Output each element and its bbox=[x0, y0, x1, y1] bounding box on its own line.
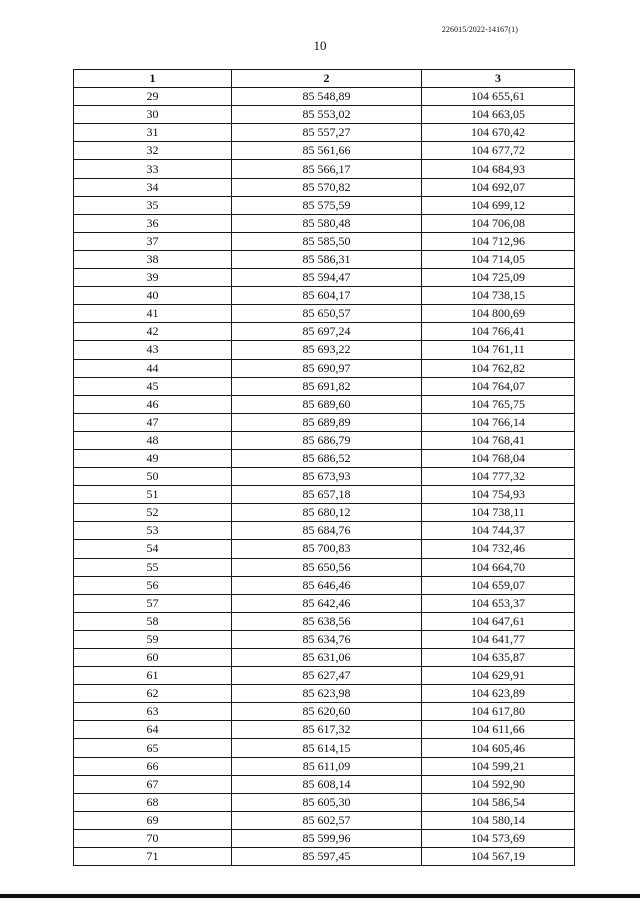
x-coordinate-cell: 85 650,57 bbox=[232, 305, 422, 323]
y-coordinate-cell: 104 623,89 bbox=[422, 685, 575, 703]
y-coordinate-cell: 104 744,37 bbox=[422, 522, 575, 540]
y-coordinate-cell: 104 712,96 bbox=[422, 232, 575, 250]
x-coordinate-cell: 85 657,18 bbox=[232, 486, 422, 504]
x-coordinate-cell: 85 638,56 bbox=[232, 612, 422, 630]
x-coordinate-cell: 85 620,60 bbox=[232, 703, 422, 721]
x-coordinate-cell: 85 697,24 bbox=[232, 323, 422, 341]
point-number-cell: 34 bbox=[74, 178, 232, 196]
table-row bbox=[74, 594, 575, 612]
y-coordinate-cell: 104 664,70 bbox=[422, 558, 575, 576]
y-coordinate-cell: 104 768,41 bbox=[422, 431, 575, 449]
table-row bbox=[74, 685, 575, 703]
y-coordinate-cell: 104 706,08 bbox=[422, 214, 575, 232]
x-coordinate-cell: 85 686,52 bbox=[232, 449, 422, 467]
table-row bbox=[74, 757, 575, 775]
point-number-cell: 39 bbox=[74, 269, 232, 287]
y-coordinate-cell: 104 635,87 bbox=[422, 649, 575, 667]
y-coordinate-cell: 104 692,07 bbox=[422, 178, 575, 196]
table-row bbox=[74, 287, 575, 305]
point-number-cell: 41 bbox=[74, 305, 232, 323]
point-number-cell: 29 bbox=[74, 88, 232, 106]
table-row bbox=[74, 739, 575, 757]
header-row bbox=[74, 70, 575, 88]
table-row bbox=[74, 431, 575, 449]
y-coordinate-cell: 104 765,75 bbox=[422, 395, 575, 413]
point-number-cell: 64 bbox=[74, 721, 232, 739]
point-number-cell: 37 bbox=[74, 232, 232, 250]
table-row bbox=[74, 323, 575, 341]
x-coordinate-cell: 85 580,48 bbox=[232, 214, 422, 232]
table-row bbox=[74, 775, 575, 793]
point-number-cell: 44 bbox=[74, 359, 232, 377]
x-coordinate-cell: 85 680,12 bbox=[232, 504, 422, 522]
point-number-cell: 50 bbox=[74, 468, 232, 486]
y-coordinate-cell: 104 732,46 bbox=[422, 540, 575, 558]
y-coordinate-cell: 104 699,12 bbox=[422, 196, 575, 214]
y-coordinate-cell: 104 766,41 bbox=[422, 323, 575, 341]
x-coordinate-cell: 85 575,59 bbox=[232, 196, 422, 214]
table-row bbox=[74, 522, 575, 540]
point-number-cell: 36 bbox=[74, 214, 232, 232]
table-row bbox=[74, 178, 575, 196]
x-coordinate-cell: 85 689,89 bbox=[232, 413, 422, 431]
point-number-cell: 45 bbox=[74, 377, 232, 395]
x-coordinate-cell: 85 684,76 bbox=[232, 522, 422, 540]
y-coordinate-cell: 104 659,07 bbox=[422, 576, 575, 594]
point-number-cell: 59 bbox=[74, 630, 232, 648]
x-coordinate-cell: 85 686,79 bbox=[232, 431, 422, 449]
x-coordinate-cell: 85 646,46 bbox=[232, 576, 422, 594]
table-row bbox=[74, 413, 575, 431]
point-number-cell: 63 bbox=[74, 703, 232, 721]
y-coordinate-cell: 104 738,15 bbox=[422, 287, 575, 305]
point-number-cell: 62 bbox=[74, 685, 232, 703]
table-row bbox=[74, 214, 575, 232]
document-number: 226015/2022-14167(1) bbox=[441, 25, 518, 34]
y-coordinate-cell: 104 611,66 bbox=[422, 721, 575, 739]
y-coordinate-cell: 104 653,37 bbox=[422, 594, 575, 612]
point-number-cell: 33 bbox=[74, 160, 232, 178]
table-row bbox=[74, 377, 575, 395]
y-coordinate-cell: 104 647,61 bbox=[422, 612, 575, 630]
point-number-cell: 69 bbox=[74, 811, 232, 829]
table-row bbox=[74, 106, 575, 124]
y-coordinate-cell: 104 573,69 bbox=[422, 829, 575, 847]
x-coordinate-cell: 85 594,47 bbox=[232, 269, 422, 287]
x-coordinate-cell: 85 611,09 bbox=[232, 757, 422, 775]
table-row bbox=[74, 341, 575, 359]
x-coordinate-cell: 85 642,46 bbox=[232, 594, 422, 612]
x-coordinate-cell: 85 605,30 bbox=[232, 793, 422, 811]
y-coordinate-cell: 104 670,42 bbox=[422, 124, 575, 142]
y-coordinate-cell: 104 684,93 bbox=[422, 160, 575, 178]
y-coordinate-cell: 104 655,61 bbox=[422, 88, 575, 106]
y-coordinate-cell: 104 617,80 bbox=[422, 703, 575, 721]
table-row bbox=[74, 540, 575, 558]
table-row bbox=[74, 232, 575, 250]
y-coordinate-cell: 104 629,91 bbox=[422, 667, 575, 685]
bottom-edge-rule bbox=[0, 894, 640, 898]
page-number: 10 bbox=[313, 38, 327, 53]
point-number-cell: 35 bbox=[74, 196, 232, 214]
x-coordinate-cell: 85 700,83 bbox=[232, 540, 422, 558]
y-coordinate-cell: 104 764,07 bbox=[422, 377, 575, 395]
point-number-cell: 32 bbox=[74, 142, 232, 160]
table-row bbox=[74, 811, 575, 829]
point-number-cell: 60 bbox=[74, 649, 232, 667]
y-coordinate-cell: 104 663,05 bbox=[422, 106, 575, 124]
table-row bbox=[74, 88, 575, 106]
x-coordinate-cell: 85 673,93 bbox=[232, 468, 422, 486]
table-row bbox=[74, 721, 575, 739]
table-row bbox=[74, 395, 575, 413]
point-number-cell: 46 bbox=[74, 395, 232, 413]
table-row bbox=[74, 250, 575, 268]
point-number-cell: 57 bbox=[74, 594, 232, 612]
y-coordinate-cell: 104 592,90 bbox=[422, 775, 575, 793]
table-row bbox=[74, 848, 575, 866]
y-coordinate-cell: 104 641,77 bbox=[422, 630, 575, 648]
point-number-cell: 31 bbox=[74, 124, 232, 142]
y-coordinate-cell: 104 800,69 bbox=[422, 305, 575, 323]
y-coordinate-cell: 104 766,14 bbox=[422, 413, 575, 431]
table-row bbox=[74, 124, 575, 142]
y-coordinate-cell: 104 580,14 bbox=[422, 811, 575, 829]
point-number-cell: 42 bbox=[74, 323, 232, 341]
point-number-cell: 49 bbox=[74, 449, 232, 467]
point-number-cell: 47 bbox=[74, 413, 232, 431]
point-number-cell: 65 bbox=[74, 739, 232, 757]
point-number-cell: 61 bbox=[74, 667, 232, 685]
y-coordinate-cell: 104 677,72 bbox=[422, 142, 575, 160]
y-coordinate-cell: 104 567,19 bbox=[422, 848, 575, 866]
table-row bbox=[74, 829, 575, 847]
table-row bbox=[74, 305, 575, 323]
x-coordinate-cell: 85 597,45 bbox=[232, 848, 422, 866]
table-row bbox=[74, 612, 575, 630]
x-coordinate-cell: 85 634,76 bbox=[232, 630, 422, 648]
point-number-cell: 67 bbox=[74, 775, 232, 793]
x-coordinate-cell: 85 604,17 bbox=[232, 287, 422, 305]
point-number-cell: 66 bbox=[74, 757, 232, 775]
x-coordinate-cell: 85 566,17 bbox=[232, 160, 422, 178]
x-coordinate-cell: 85 627,47 bbox=[232, 667, 422, 685]
point-number-cell: 71 bbox=[74, 848, 232, 866]
table-row bbox=[74, 630, 575, 648]
table-row bbox=[74, 486, 575, 504]
point-number-cell: 55 bbox=[74, 558, 232, 576]
y-coordinate-cell: 104 599,21 bbox=[422, 757, 575, 775]
x-coordinate-cell: 85 602,57 bbox=[232, 811, 422, 829]
point-number-cell: 52 bbox=[74, 504, 232, 522]
x-coordinate-cell: 85 599,96 bbox=[232, 829, 422, 847]
point-number-cell: 68 bbox=[74, 793, 232, 811]
table-row bbox=[74, 142, 575, 160]
x-coordinate-cell: 85 631,06 bbox=[232, 649, 422, 667]
table-row bbox=[74, 703, 575, 721]
point-number-cell: 58 bbox=[74, 612, 232, 630]
point-number-cell: 43 bbox=[74, 341, 232, 359]
point-number-cell: 38 bbox=[74, 250, 232, 268]
table-header bbox=[74, 70, 575, 88]
x-coordinate-cell: 85 614,15 bbox=[232, 739, 422, 757]
table-row bbox=[74, 667, 575, 685]
x-coordinate-cell: 85 693,22 bbox=[232, 341, 422, 359]
x-coordinate-cell: 85 553,02 bbox=[232, 106, 422, 124]
table-row bbox=[74, 793, 575, 811]
table-row bbox=[74, 468, 575, 486]
y-coordinate-cell: 104 761,11 bbox=[422, 341, 575, 359]
column-header-y-coordinate: 3 bbox=[422, 70, 575, 88]
y-coordinate-cell: 104 586,54 bbox=[422, 793, 575, 811]
point-number-cell: 40 bbox=[74, 287, 232, 305]
point-number-cell: 56 bbox=[74, 576, 232, 594]
table-row bbox=[74, 359, 575, 377]
point-number-cell: 70 bbox=[74, 829, 232, 847]
column-header-point-number: 1 bbox=[74, 70, 232, 88]
y-coordinate-cell: 104 777,32 bbox=[422, 468, 575, 486]
point-number-cell: 30 bbox=[74, 106, 232, 124]
x-coordinate-cell: 85 570,82 bbox=[232, 178, 422, 196]
point-number-cell: 48 bbox=[74, 431, 232, 449]
point-number-cell: 51 bbox=[74, 486, 232, 504]
x-coordinate-cell: 85 617,32 bbox=[232, 721, 422, 739]
point-number-cell: 54 bbox=[74, 540, 232, 558]
y-coordinate-cell: 104 605,46 bbox=[422, 739, 575, 757]
table-row bbox=[74, 576, 575, 594]
x-coordinate-cell: 85 561,66 bbox=[232, 142, 422, 160]
x-coordinate-cell: 85 650,56 bbox=[232, 558, 422, 576]
coordinates-table bbox=[73, 69, 575, 866]
table-row bbox=[74, 504, 575, 522]
x-coordinate-cell: 85 623,98 bbox=[232, 685, 422, 703]
table-row bbox=[74, 160, 575, 178]
x-coordinate-cell: 85 557,27 bbox=[232, 124, 422, 142]
column-header-x-coordinate: 2 bbox=[232, 70, 422, 88]
x-coordinate-cell: 85 585,50 bbox=[232, 232, 422, 250]
table-row bbox=[74, 558, 575, 576]
table-row bbox=[74, 196, 575, 214]
x-coordinate-cell: 85 691,82 bbox=[232, 377, 422, 395]
table-row bbox=[74, 269, 575, 287]
y-coordinate-cell: 104 762,82 bbox=[422, 359, 575, 377]
y-coordinate-cell: 104 714,05 bbox=[422, 250, 575, 268]
x-coordinate-cell: 85 689,60 bbox=[232, 395, 422, 413]
y-coordinate-cell: 104 768,04 bbox=[422, 449, 575, 467]
y-coordinate-cell: 104 754,93 bbox=[422, 486, 575, 504]
table-row bbox=[74, 649, 575, 667]
x-coordinate-cell: 85 690,97 bbox=[232, 359, 422, 377]
table-row bbox=[74, 449, 575, 467]
y-coordinate-cell: 104 725,09 bbox=[422, 269, 575, 287]
x-coordinate-cell: 85 548,89 bbox=[232, 88, 422, 106]
point-number-cell: 53 bbox=[74, 522, 232, 540]
x-coordinate-cell: 85 608,14 bbox=[232, 775, 422, 793]
y-coordinate-cell: 104 738,11 bbox=[422, 504, 575, 522]
table-body bbox=[74, 88, 575, 866]
x-coordinate-cell: 85 586,31 bbox=[232, 250, 422, 268]
